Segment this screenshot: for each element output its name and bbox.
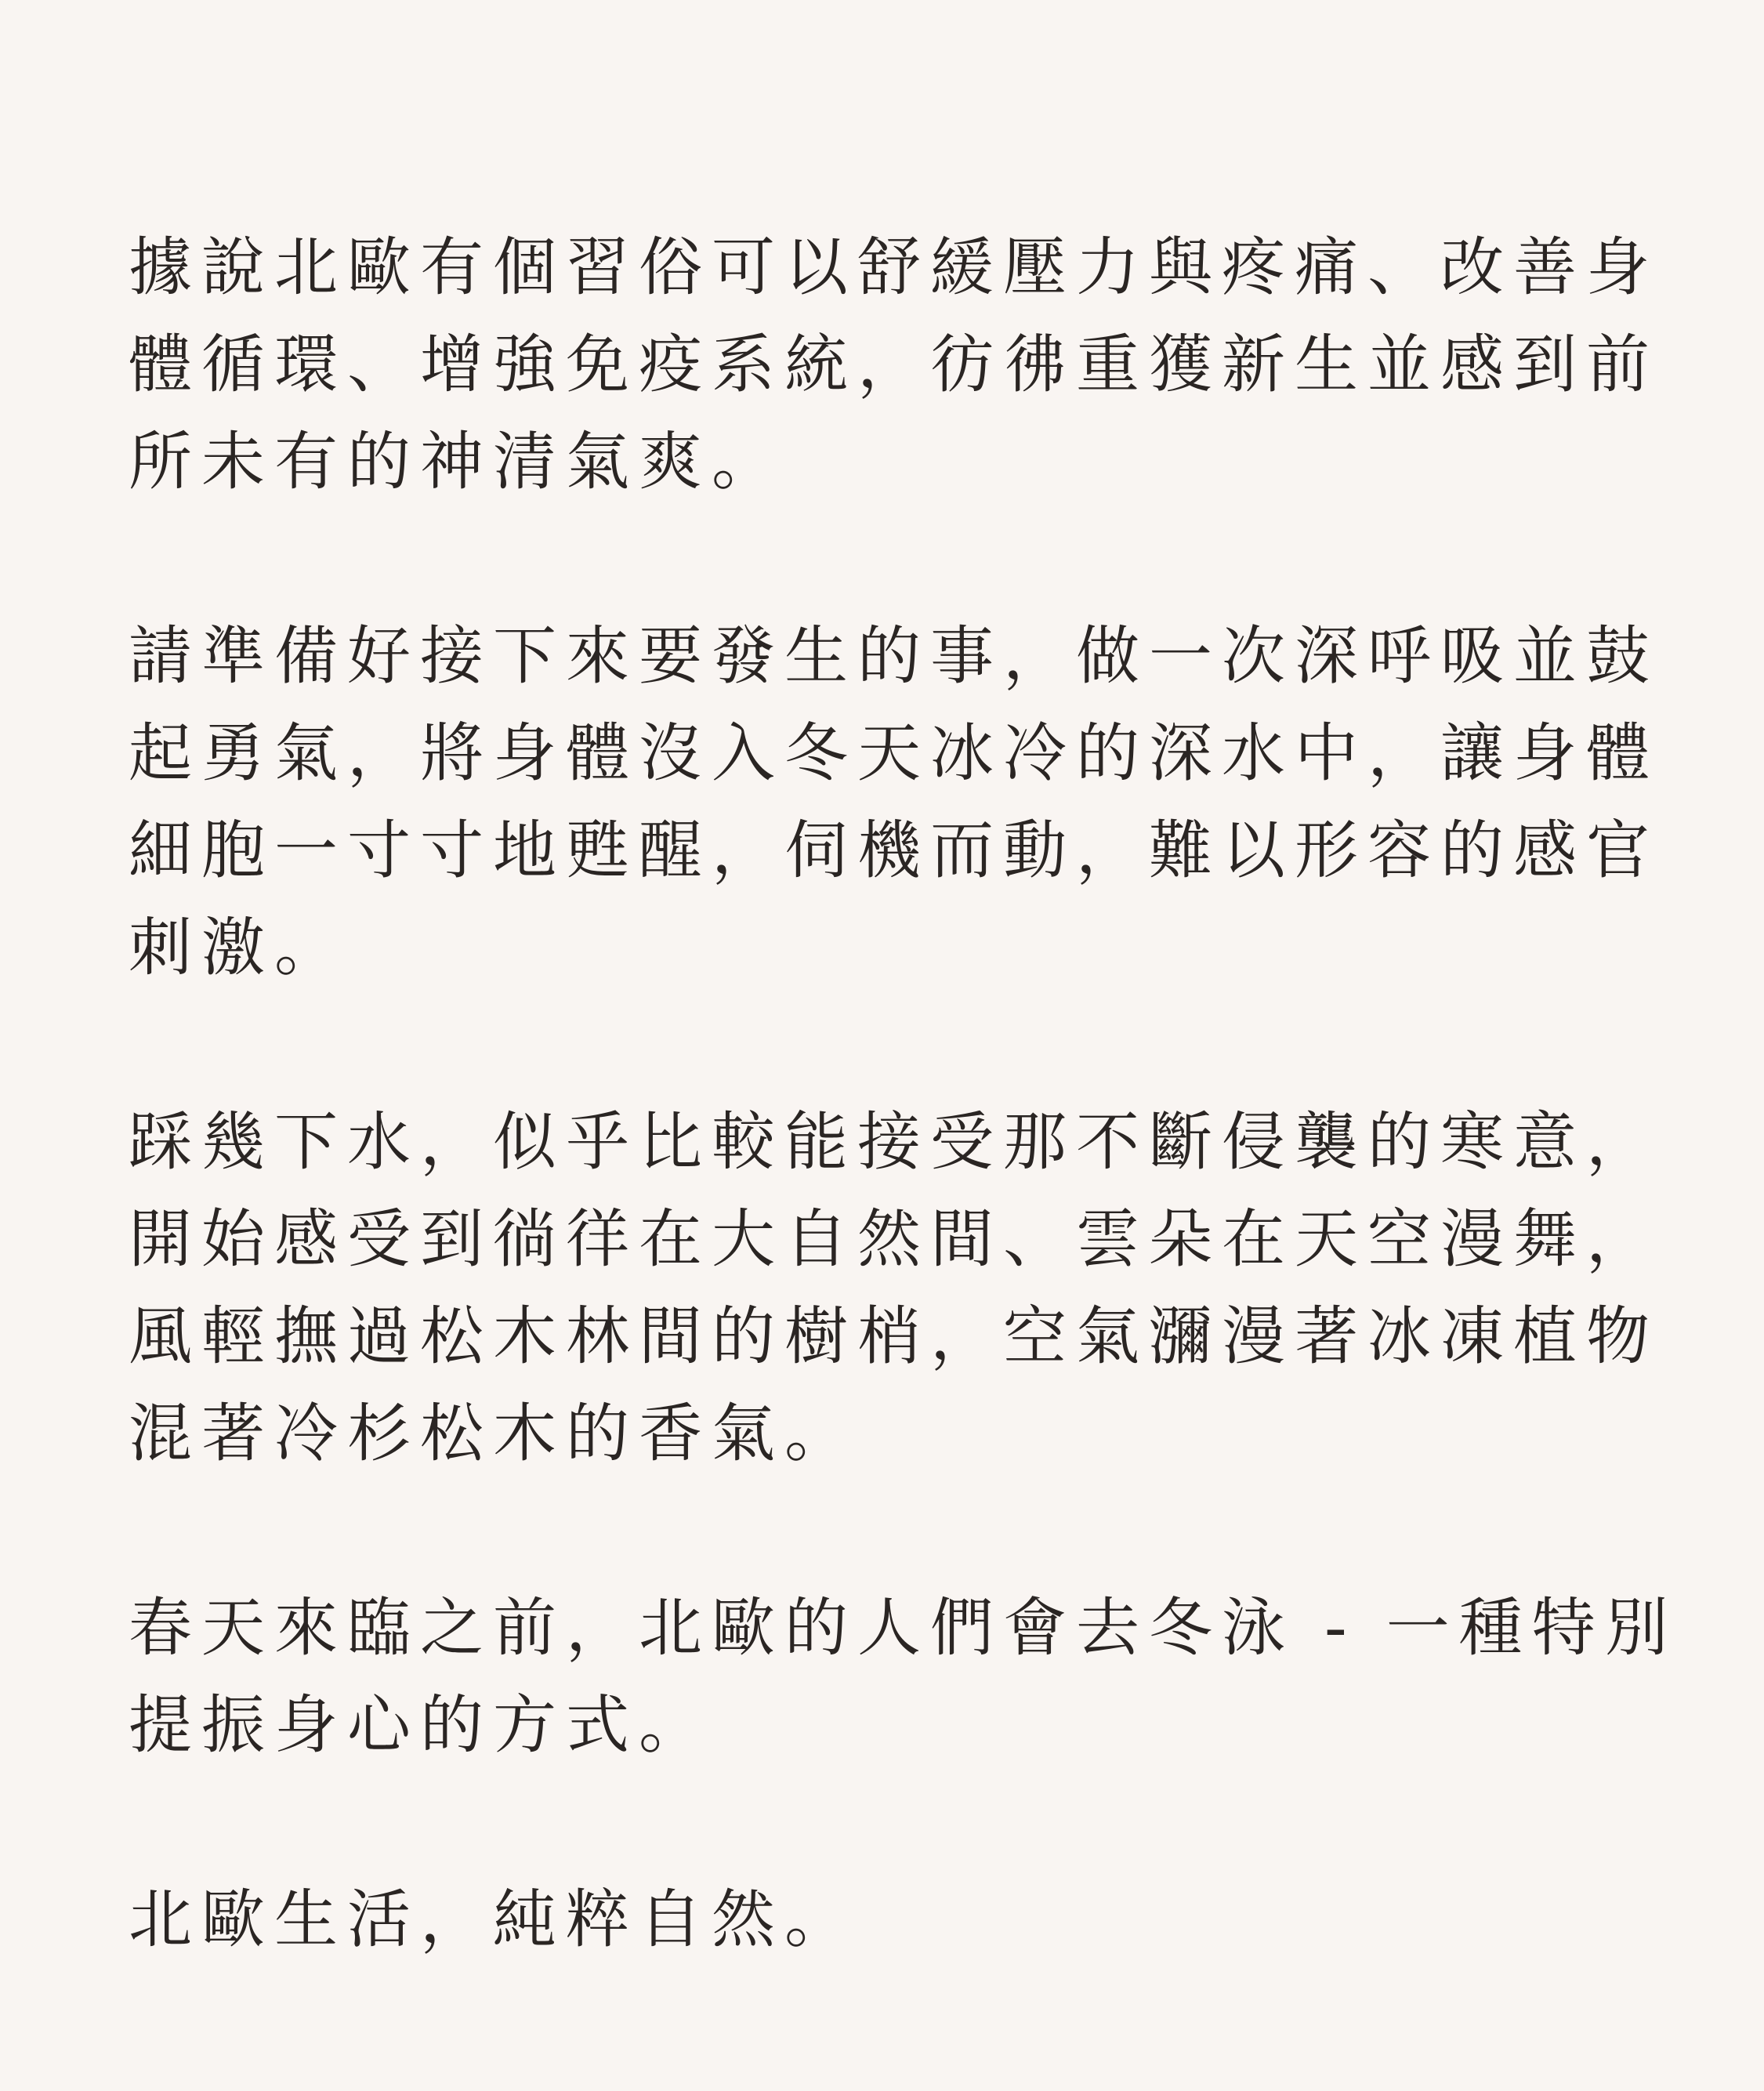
text-line: 風輕撫過松木林間的樹梢，空氣瀰漫著冰凍植物	[129, 1300, 1660, 1374]
text-line: 請準備好接下來要發生的事，做一次深呼吸並鼓	[129, 620, 1660, 694]
text-line: 體循環、增強免疫系統，彷彿重獲新生並感到前	[129, 328, 1660, 402]
text-line: 提振身心的方式。	[129, 1689, 712, 1763]
text-line: 北歐生活，純粹自然。	[129, 1883, 858, 1957]
paragraph-nature	[129, 1094, 1660, 1483]
text-line: 混著冷杉松木的香氣。	[129, 1397, 858, 1471]
paragraph-cold-water	[129, 608, 1660, 997]
text-line: 刺激。	[129, 911, 348, 985]
text-line: 據說北歐有個習俗可以舒緩壓力與疼痛、改善身	[129, 231, 1660, 305]
text-line: 春天來臨之前，北歐的人們會去冬泳 - 一種特別	[129, 1592, 1678, 1665]
text-line: 開始感受到徜徉在大自然間、雲朵在天空漫舞，	[129, 1203, 1660, 1277]
paragraph-closing	[129, 1872, 1641, 1969]
article-body	[129, 219, 1678, 2066]
text-line: 細胞一寸寸地甦醒，伺機而動，難以形容的感官	[129, 814, 1660, 888]
text-line: 所未有的神清氣爽。	[129, 426, 785, 499]
paragraph-winter-swimming	[129, 1580, 1678, 1774]
text-line: 踩幾下水，似乎比較能接受那不斷侵襲的寒意，	[129, 1106, 1660, 1180]
text-line: 起勇氣，將身體沒入冬天冰冷的深水中，讓身體	[129, 717, 1660, 791]
paragraph-folk-custom	[129, 219, 1660, 511]
